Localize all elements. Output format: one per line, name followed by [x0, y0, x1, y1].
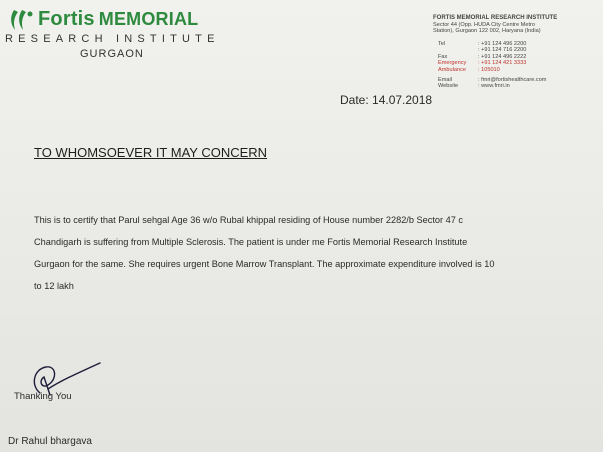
doctor-name: Dr Rahul bhargava [8, 436, 92, 447]
fax-label: Fax [438, 53, 448, 60]
letter-heading: TO WHOMSOEVER IT MAY CONCERN [34, 145, 268, 160]
brand-subtitle: RESEARCH INSTITUTE [5, 33, 220, 45]
body-line-4: to 12 lakh [34, 281, 74, 291]
body-line-3: Gurgaon for the same. She requires urgent Bone Marrow Transplant. The approximate expenditure involved is 10 [34, 259, 495, 269]
brand-name [38, 8, 198, 31]
email-label: Email [438, 77, 452, 84]
address-institute: FORTIS MEMORIAL RESEARCH INSTITUTE [433, 15, 558, 21]
website-label: Website [438, 83, 459, 90]
contact-block [438, 41, 546, 90]
brand-location: GURGAON [80, 48, 144, 60]
body-line-2: Chandigarh is suffering from Multiple Sclerosis. The patient is under me Fortis Memorial Research Institute [34, 237, 468, 247]
website-row [438, 83, 546, 89]
emergency-label: Emergency [438, 60, 467, 67]
letter-body [34, 209, 574, 297]
body-line-1: This is to certify that Parul sehgal Age 36 w/o Rubal khippal residing of House number 2282/b Sector 47 c [34, 215, 463, 225]
address-line-1: Sector 44 (Opp. HUDA City Centre Metro [433, 21, 535, 28]
institute-address [433, 15, 557, 35]
letter-date: Date: 14.07.2018 [340, 93, 433, 107]
brand-fortis: Fortis [38, 8, 95, 30]
website-value: : www.fmri.in [478, 83, 510, 90]
email-value: : fmri@fortishealthcare.com [478, 77, 547, 84]
fortis-logo-icon [6, 8, 36, 32]
tel-value-1: : +91 124 496 2200 [478, 41, 527, 47]
closing-text: Thanking You [14, 391, 72, 402]
address-line-2: Station), Gurgaon 122 002, Haryana (India) [433, 28, 541, 35]
brand-memorial: MEMORIAL [98, 9, 199, 29]
fax-value: : +91 124 496 2222 [478, 53, 527, 60]
tel-label: Tel [438, 41, 446, 47]
ambulance-value: : 105010 [478, 66, 500, 73]
emergency-value: : +91 124 421 3333 [478, 60, 527, 67]
tel-value-2: : +91 124 716 2200 [478, 47, 527, 54]
ambulance-label: Ambulance [438, 66, 466, 73]
